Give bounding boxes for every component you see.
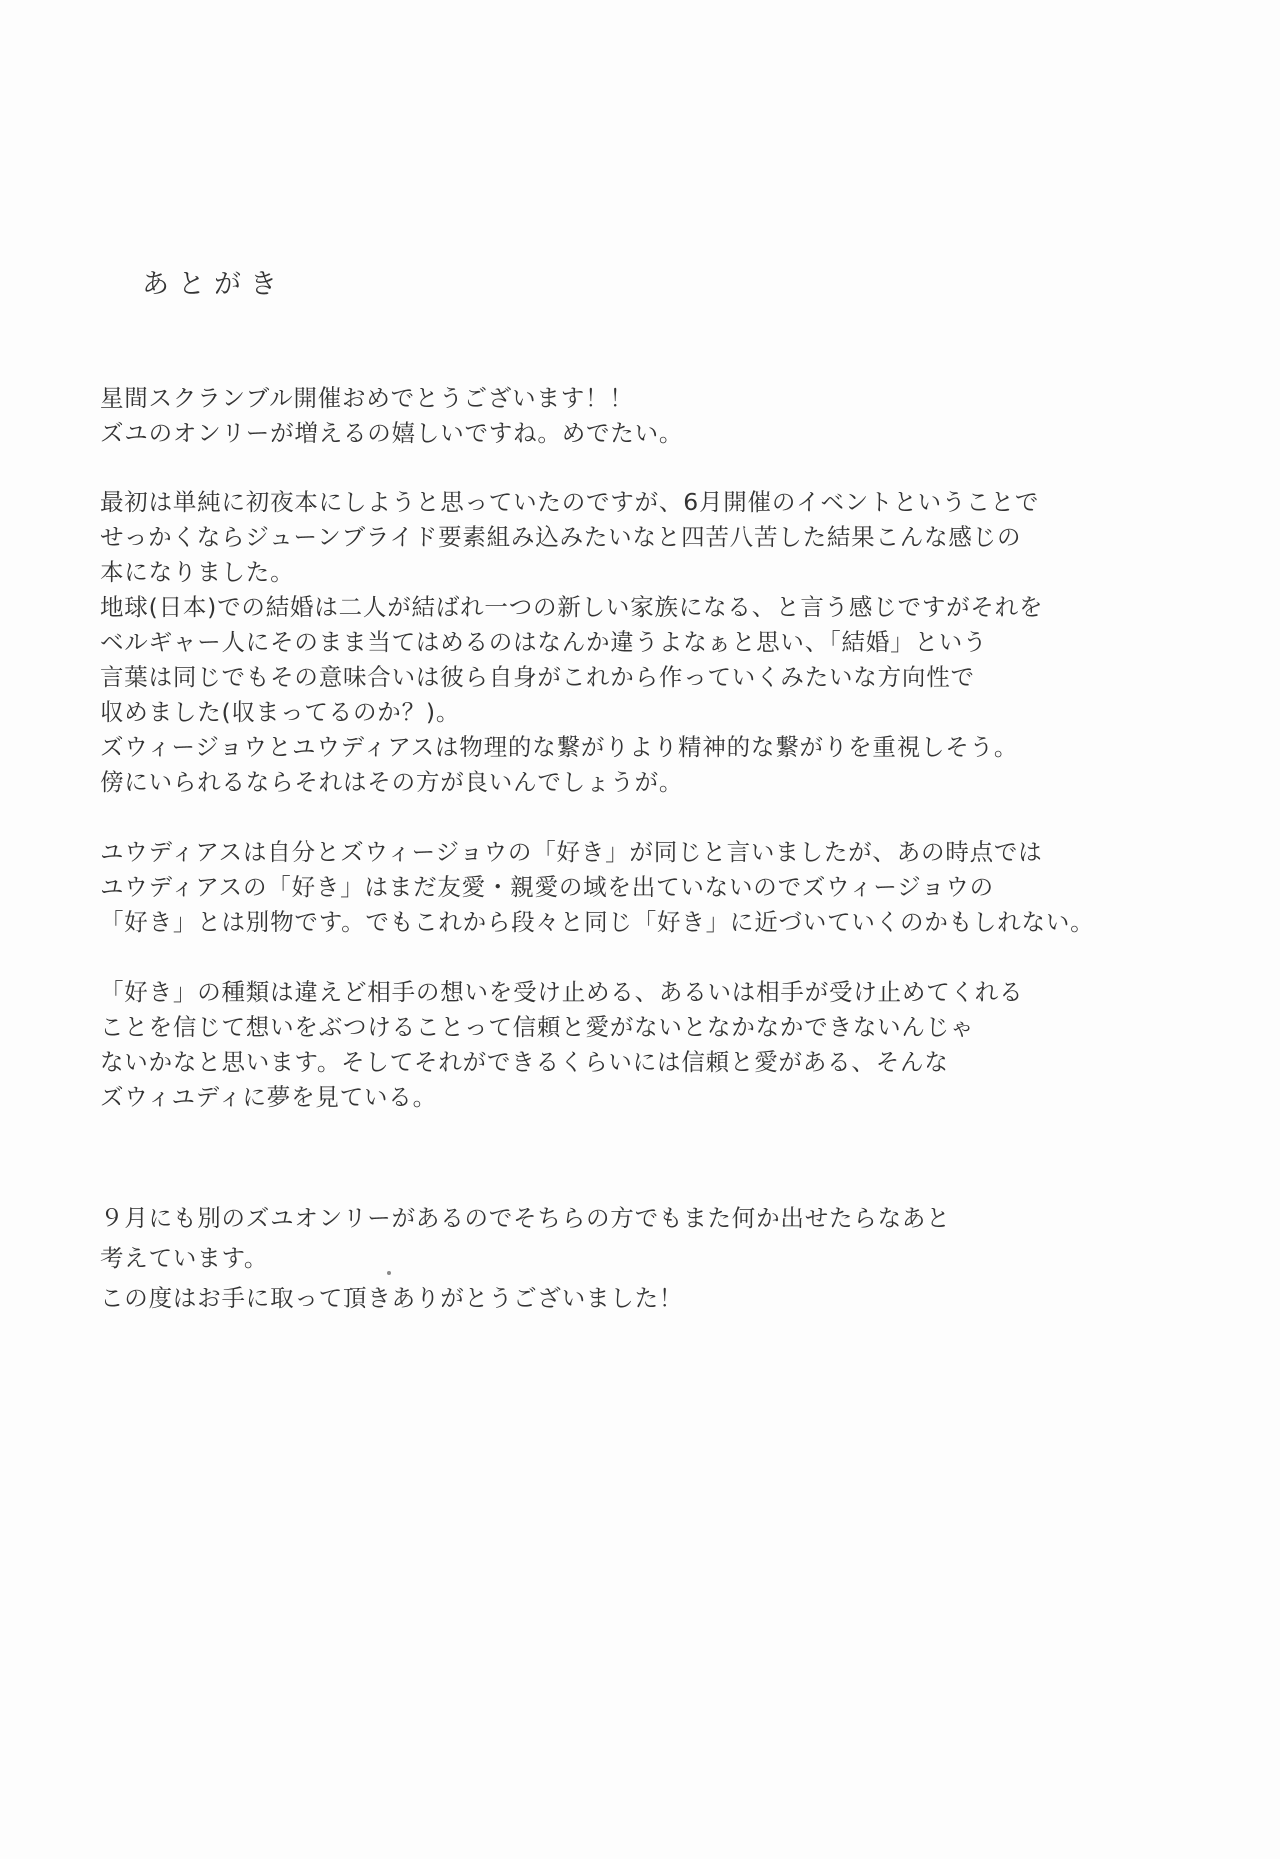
text-line: ズウィユディに夢を見ている。 — [100, 1083, 437, 1111]
text-line: 「好き」とは別物です。でもこれから段々と同じ「好き」に近づいていくのかもしれない。 — [100, 908, 1095, 936]
text-line: 傍にいられるならそれはその方が良いんでしょうが。 — [100, 768, 684, 796]
text-line: この度はお手に取って頂きありがとうございました！ — [100, 1284, 684, 1312]
text-line: せっかくならジューンブライド要素組み込みたいなと四苦八苦した結果こんな感じの — [100, 523, 1022, 551]
text-line: ズウィージョウとユウディアスは物理的な繋がりより精神的な繋がりを重視しそう。 — [100, 733, 1019, 761]
text-line: 星間スクランブル開催おめでとうございます！！ — [100, 384, 634, 412]
paragraph-trust — [100, 975, 1023, 1115]
text-line: ユウディアスの「好き」はまだ友愛・親愛の域を出ていないのでズウィージョウの — [100, 873, 994, 901]
paragraph-closing — [100, 1198, 951, 1318]
text-line: 地球(日本)での結婚は二人が結ばれ一つの新しい家族になる、と言う感じですがそれを — [100, 593, 1044, 621]
text-line: ズユのオンリーが増えるの嬉しいですね。めでたい。 — [100, 419, 684, 447]
text-line: 本になりました。 — [100, 558, 295, 586]
text-line: 考えています。 — [100, 1244, 269, 1272]
text-line: ９月にも別のズユオンリーがあるのでそちらの方でもまた何か出せたらなあと — [100, 1204, 951, 1232]
scan-artifact-dot — [387, 1271, 391, 1275]
paragraph-greeting — [100, 381, 683, 451]
text-line: ユウディアスは自分とズウィージョウの「好き」が同じと言いましたが、あの時点では — [100, 838, 1043, 866]
text-line: 収めました(収まってるのか？)。 — [100, 698, 461, 726]
paragraph-suki — [100, 835, 1094, 940]
text-line: ベルギャー人にそのまま当てはめるのはなんか違うよなぁと思い、「結婚」という — [100, 628, 988, 656]
paragraph-concept — [100, 485, 1043, 800]
text-line: ことを信じて想いをぶつけることって信頼と愛がないとなかなかできないんじゃ — [100, 1013, 975, 1041]
page-title: あとがき — [142, 269, 286, 300]
text-line: 最初は単純に初夜本にしようと思っていたのですが、6月開催のイベントということで — [100, 488, 1040, 516]
text-line: 「好き」の種類は違えど相手の想いを受け止める、あるいは相手が受け止めてくれる — [100, 978, 1024, 1006]
text-line: ないかなと思います。そしてそれができるくらいには信頼と愛がある、そんな — [100, 1048, 949, 1076]
text-line: 言葉は同じでもその意味合いは彼ら自身がこれから作っていくみたいな方向性で — [100, 663, 975, 691]
